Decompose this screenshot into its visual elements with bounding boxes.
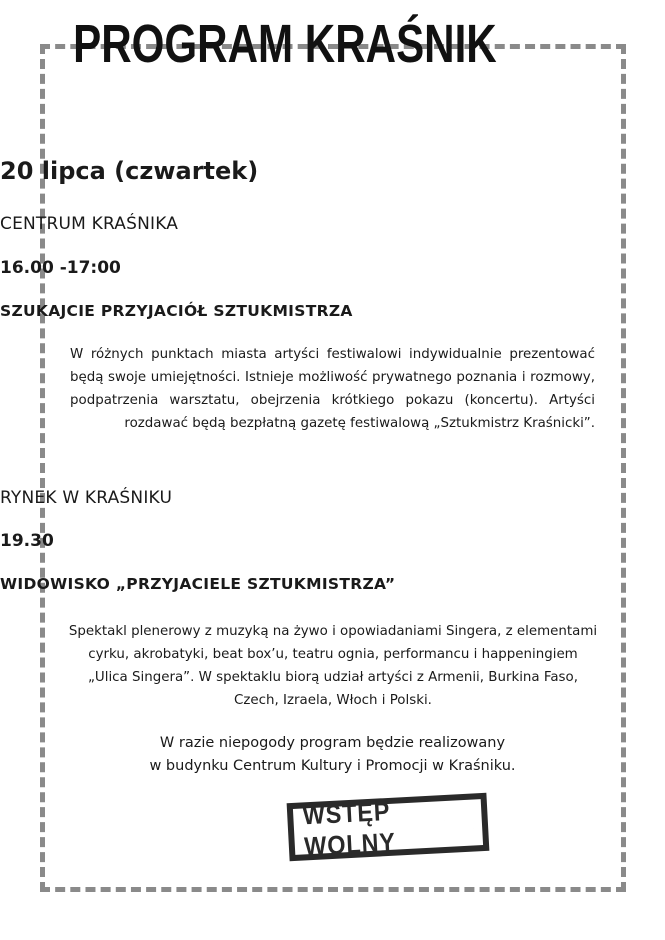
event2-place: RYNEK W KRAŚNIKU [0,488,173,508]
event2-heading: WIDOWISKO „PRZYJACIELE SZTUKMISTRZA” [0,575,396,593]
poster-title: PROGRAM KRAŚNIK [73,14,497,74]
stamp-text: WSTĘP WOLNY [301,795,397,862]
stamp-box [287,793,490,861]
free-entry-stamp [287,793,490,861]
weather-note-line2: w budynku Centrum Kultury i Promocji w Kraśniku. [149,758,516,774]
event1-description: W różnych punktach miasta artyści festiwalowi indywidualnie prezentować będą swoje umiejętności. Istnieje możliwość prywatnego poznania i rozmowy, podpatrzenia warsztatu, obejrzenia krótkiego pokazu (koncertu). Artyści rozdawać będą bezpłatną gazetę festiwalową „Sztukmistrz Kraśnicki”. [70,347,595,431]
weather-note-line1: W razie niepogody program będzie realizowany [159,735,506,751]
event1-heading: SZUKAJCIE PRZYJACIÓŁ SZTUKMISTRZA [0,302,353,320]
event2-description: Spektakl plenerowy z muzyką na żywo i opowiadaniami Singera, z elementami cyrku, akrobatyki, beat box’u, teatru ognia, performancu i happeningiem „Ulica Singera”. W spektaklu biorą udział artyści z Armenii, Burkina Faso, Czech, Izraela, Włoch i Polski. [68,624,598,708]
event1-time: 16.00 -17:00 [0,258,121,278]
event1-place: CENTRUM KRAŚNIKA [0,214,179,234]
event-date: 20 lipca (czwartek) [0,157,259,185]
event2-time: 19.30 [0,531,54,551]
